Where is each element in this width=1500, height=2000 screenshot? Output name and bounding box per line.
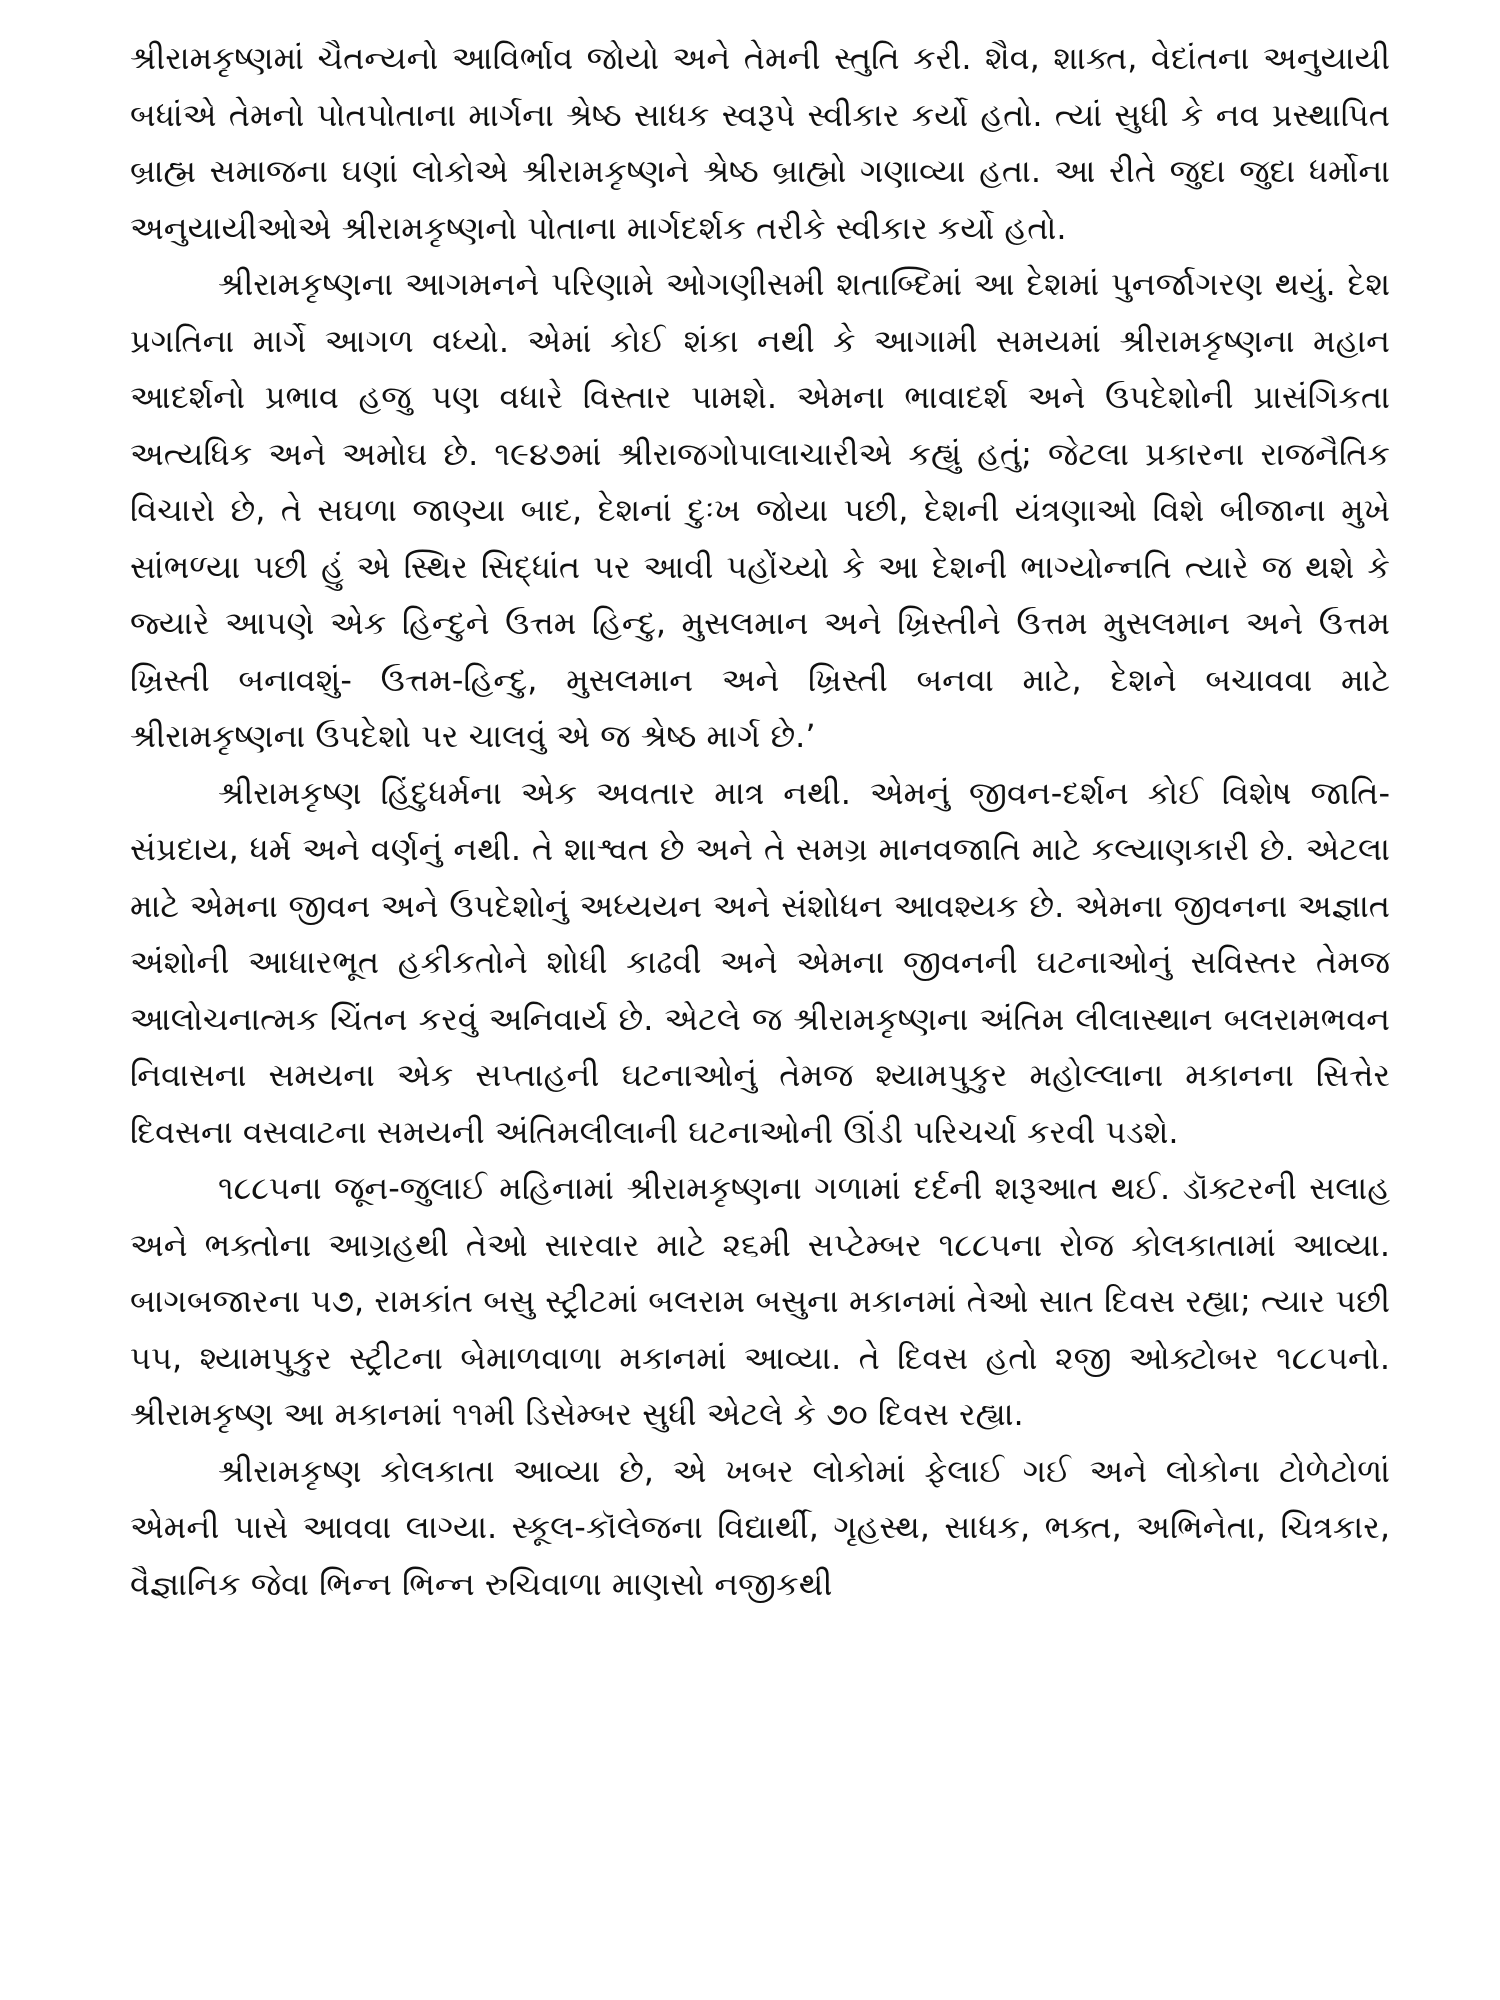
paragraph-5: શ્રીરામકૃષ્ણ કોલકાતા આવ્યા છે, એ ખબર લોકોમાં ફેલાઈ ગઈ અને લોકોના ટોળેટોળાં એમની પાસે આવવા લાગ્યા. સ્કૂલ-કૉલેજના વિદ્યાર્થી, ગૃહસ્થ, સાધક, ભક્ત, અભિનેતા, ચિત્રકાર, વૈજ્ઞાનિક જેવા ભિન્ન ભિન્ન રુચિવાળા માણસો નજીકથી xyxy=(130,1451,1390,1603)
document-page xyxy=(130,30,1390,1980)
paragraph-3: શ્રીરામકૃષ્ણ હિંદુધર્મના એક અવતાર માત્ર નથી. એમનું જીવન-દર્શન કોઈ વિશેષ જાતિ-સંપ્રદાય, ધર્મ અને વર્ણનું નથી. તે શાશ્વત છે અને તે સમગ્ર માનવજાતિ માટે કલ્યાણકારી છે. એટલા માટે એમના જીવન અને ઉપદેશોનું અધ્યયન અને સંશોધન આવશ્યક છે. એમના જીવનના અજ્ઞાત અંશોની આધારભૂત હકીકતોને શોધી કાઢવી અને એમના જીવનની ઘટનાઓનું સવિસ્તર તેમજ આલોચનાત્મક ચિંતન કરવું અનિવાર્ય છે. એટલે જ શ્રીરામકૃષ્ણના અંતિમ લીલાસ્થાન બલરામભવન નિવાસના સમયના એક સપ્તાહની ઘટનાઓનું તેમજ શ્યામપુકુર મહોલ્લાના મકાનના સિત્તેર દિવસના વસવાટના સમયની અંતિમલીલાની ઘટનાઓની ઊંડી પરિચર્ચા કરવી પડશે. xyxy=(130,773,1390,1151)
paragraph-1: શ્રીરામકૃષ્ણમાં ચૈતન્યનો આવિર્ભાવ જોયો અને તેમની સ્તુતિ કરી. શૈવ, શાક્ત, વેદાંતના અનુયાયી બધાંએ તેમનો પોતપોતાના માર્ગના શ્રેષ્ઠ સાધક સ્વરૂપે સ્વીકાર કર્યો હતો. ત્યાં સુધી કે નવ પ્રસ્થાપિત બ્રાહ્મ સમાજના ઘણાં લોકોએ શ્રીરામકૃષ્ણને શ્રેષ્ઠ બ્રાહ્મો ગણાવ્યા હતા. આ રીતે જુદા જુદા ધર્મોના અનુયાયીઓએ શ્રીરામકૃષ્ણનો પોતાના માર્ગદર્શક તરીકે સ્વીકાર કર્યો હતો. xyxy=(130,39,1390,247)
paragraph-4: ૧૮૮૫ના જૂન-જુલાઈ મહિનામાં શ્રીરામકૃષ્ણના ગળામાં દર્દની શરૂઆત થઈ. ડૉક્ટરની સલાહ અને ભક્તોના આગ્રહથી તેઓ સારવાર માટે ૨૬મી સપ્ટેમ્બર ૧૮૮૫ના રોજ કોલકાતામાં આવ્યા. બાગબજારના ૫૭, રામકાંત બસુ સ્ટ્રીટમાં બલરામ બસુના મકાનમાં તેઓ સાત દિવસ રહ્યા; ત્યાર પછી ૫૫, શ્યામપુકુર સ્ટ્રીટના બેમાળવાળા મકાનમાં આવ્યા. તે દિવસ હતો ૨જી ઓક્ટોબર ૧૮૮૫નો. શ્રીરામકૃષ્ણ આ મકાનમાં ૧૧મી ડિસેમ્બર સુધી એટલે કે ૭૦ દિવસ રહ્યા. xyxy=(130,1169,1390,1433)
paragraph-2: શ્રીરામકૃષ્ણના આગમનને પરિણામે ઓગણીસમી શતાબ્દિમાં આ દેશમાં પુનર્જાગરણ થયું. દેશ પ્રગતિના માર્ગે આગળ વધ્યો. એમાં કોઈ શંકા નથી કે આગામી સમયમાં શ્રીરામકૃષ્ણના મહાન આદર્શનો પ્રભાવ હજુ પણ વધારે વિસ્તાર પામશે. એમના ભાવાદર્શ અને ઉપદેશોની પ્રાસંગિકતા અત્યધિક અને અમોઘ છે. ૧૯૪૭માં શ્રીરાજગોપાલાચારીએ કહ્યું હતું; જેટલા પ્રકારના રાજનૈતિક વિચારો છે, તે સઘળા જાણ્યા બાદ, દેશનાં દુઃખ જોયા પછી, દેશની યંત્રણાઓ વિશે બીજાના મુખે સાંભળ્યા પછી હું એ સ્થિર સિદ્ધાંત પર આવી પહોંચ્યો કે આ દેશની ભાગ્યોન્નતિ ત્યારે જ થશે કે જ્યારે આપણે એક હિન્દુને ઉત્તમ હિન્દુ, મુસલમાન અને ખ્રિસ્તીને ઉત્તમ મુસલમાન અને ઉત્તમ ખ્રિસ્તી બનાવશું- ઉત્તમ-હિન્દુ, મુસલમાન અને ખ્રિસ્તી બનવા માટે, દેશને બચાવવા માટે શ્રીરામકૃષ્ણના ઉપદેશો પર ચાલવું એ જ શ્રેષ્ઠ માર્ગ છે.’ xyxy=(130,265,1390,755)
